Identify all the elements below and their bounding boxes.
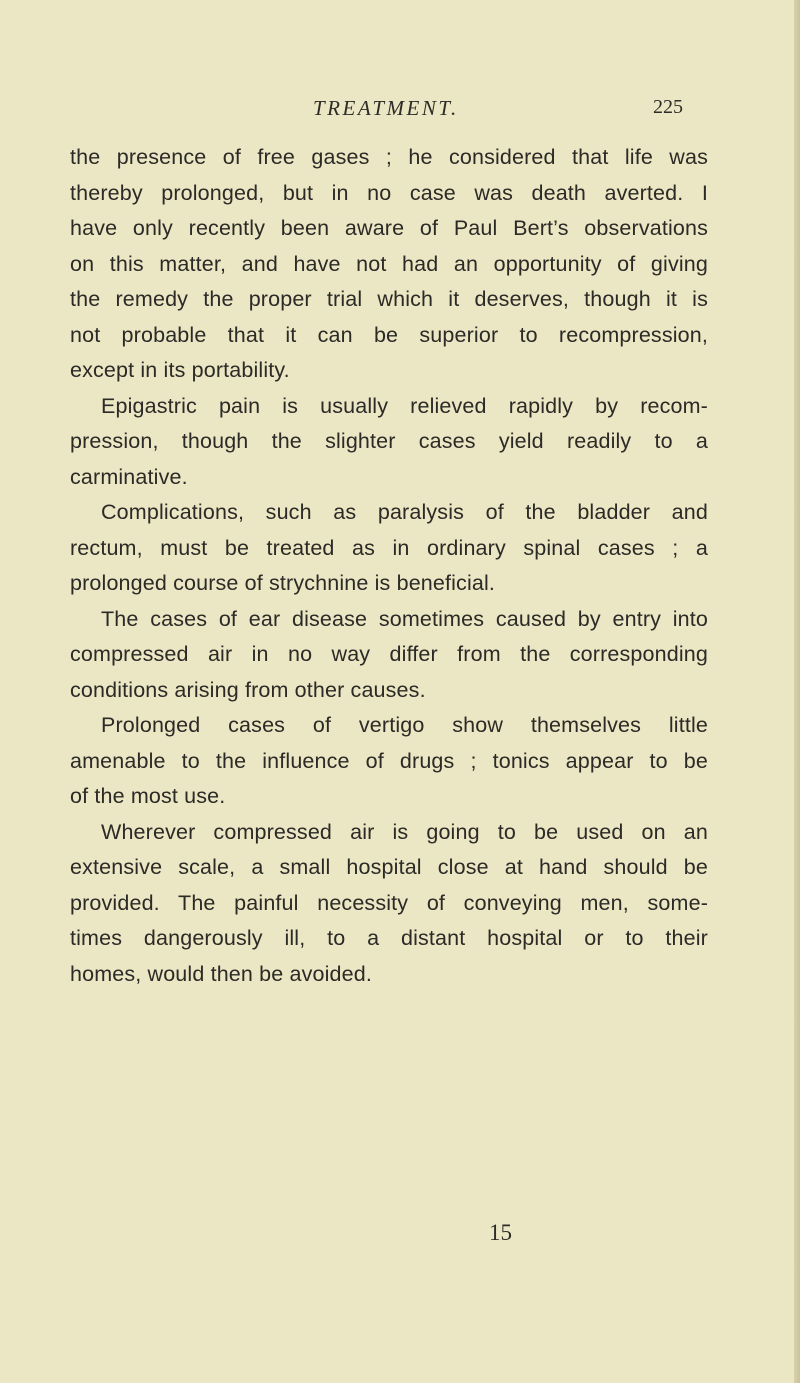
text-line: extensive scale, a small hospital close at hand should be [70,855,708,879]
text-line: not probable that it can be superior to recompression, [70,322,708,347]
text-line: amenable to the influence of drugs ; tonics appear to be [70,748,708,773]
text-line: pression, though the slighter cases yield readily to a [70,429,708,453]
text-line: the remedy the proper trial which it deserves, though it is [70,287,708,311]
page-number: 225 [653,96,683,118]
paragraph-start-line: Epigastric pain is usually relieved rapidly by recom- [101,393,708,418]
text-line: compressed air in no way differ from the corresponding [70,642,708,666]
text-line: provided. The painful necessity of conveying men, some- [70,890,708,915]
text-line: have only recently been aware of Paul Bert’s observations [70,216,708,240]
text-line: except in its portability. [70,358,290,382]
text-line: the presence of free gases ; he considered that life was [70,145,708,169]
text-line: homes, would then be avoided. [70,961,372,986]
text-line: rectum, must be treated as in ordinary spinal cases ; a [70,535,708,560]
page-edge [794,0,800,1383]
paragraph-start-line: Complications, such as paralysis of the bladder and [101,500,708,524]
body-text [70,140,708,992]
text-line: on this matter, and have not had an opportunity of giving [70,251,708,276]
paragraph-start-line: The cases of ear disease sometimes caused by entry into [101,606,708,631]
text-line: times dangerously ill, to a distant hospital or to their [70,926,708,950]
paragraph-start-line: Wherever compressed air is going to be used on an [101,819,708,844]
text-line: thereby prolonged, but in no case was death averted. I [70,180,708,205]
signature-mark: 15 [489,1220,512,1245]
text-line: prolonged course of strychnine is beneficial. [70,571,496,595]
running-head [0,96,800,126]
text-line: conditions arising from other causes. [70,677,426,702]
running-title: TREATMENT. [313,96,459,120]
text-line: of the most use. [70,784,226,808]
text-line: carminative. [70,464,188,489]
paragraph-start-line: Prolonged cases of vertigo show themselves little [101,713,708,737]
